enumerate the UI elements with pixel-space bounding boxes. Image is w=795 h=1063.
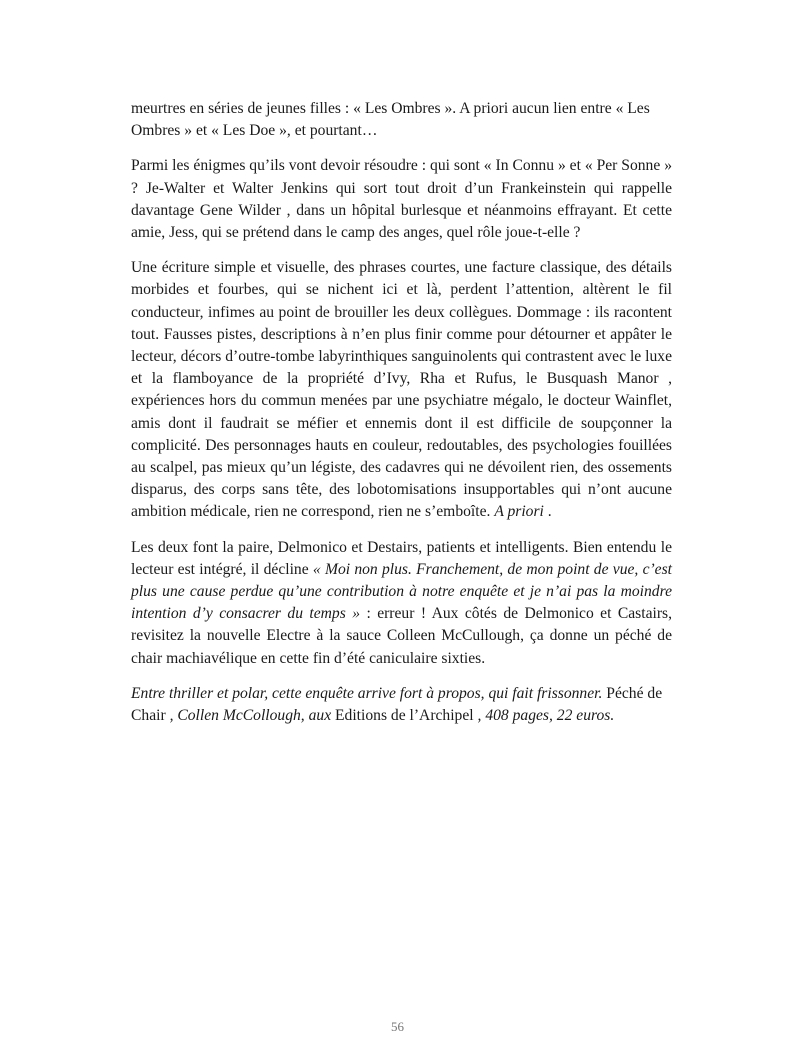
paragraph-3-italic: A priori — [494, 503, 544, 521]
paragraph-5-book-title: Péché de Chair — [131, 684, 663, 725]
paragraph-4 — [131, 537, 672, 670]
paragraph-2 — [131, 155, 672, 244]
paragraph-3-text: Une écriture simple et visuelle, des phrases courtes, une facture classique, des détails morbides et fourbes, qui se nichent ici et là, perdent l’attention, altèrent le fil conducteur, infimes au point de brouiller les deux collègues. Dommage : ils racontent tout. Fausses pistes, descriptions à n’en plus finir comme pour détourner et appâter le lecteur, décors d’outre-tombe labyrinthiques sanguinolents qui contrastent avec le luxe et la flamboyance de la propriété d’Ivy, Rha et Rufus, le Busquash Manor , expériences hors du commun menées par une psychiatre mégalo, le docteur Wainflet, amis dont il faudrait se méfier et ennemis dont il est difficile de soupçonner la complicité. Des personnages hauts en couleur, redoutables, des psychologies fouillées au scalpel, pas mieux qu’un légiste, des cadavres qui ne dévoilent rien, des ossements disparus, des corps sans tête, des lobotomisations insupportables qui n’ont aucune ambition médicale, rien ne correspond, rien ne s’emboîte. — [131, 259, 672, 521]
paragraph-5-publisher: Editions de l’Archipel — [335, 707, 474, 725]
paragraph-4-end: : erreur ! Aux côtés de Delmonico et Castairs, revisitez la nouvelle Electre à la sauce Colleen McCullough, ça donne un péché de chair machiavélique en cette fin d’été caniculaire sixties. — [131, 605, 672, 667]
paragraph-2-text: Parmi les énigmes qu’ils vont devoir résoudre : qui sont « In Connu » et « Per Sonne » ? Je-Walter et Walter Jenkins qui sort tout droit d’un Frankeinstein qui rappelle davantage Gene Wilder , dans un hôpital burlesque et néanmoins effrayant. Et cette amie, Jess, qui se prétend dans le camp des anges, quel rôle joue-t-elle ? — [131, 157, 672, 242]
paragraph-1-text: meurtres en séries de jeunes filles : « Les Ombres ». A priori aucun lien entre « Les Ombres » et « Les Doe », et pourtant… — [131, 100, 650, 140]
paragraph-5 — [131, 683, 672, 727]
paragraph-5-italic-2: , Collen McCollough, aux — [169, 707, 332, 725]
paragraph-3 — [131, 257, 672, 523]
paragraph-4-start: Les deux font la paire, Delmonico et Destairs, patients et intelligents. Bien entendu le lecteur est intégré, il décline — [131, 538, 672, 578]
document-body — [131, 98, 672, 740]
page-number: 56 — [391, 1019, 404, 1034]
paragraph-1 — [131, 98, 672, 142]
paragraph-5-italic-3: , 408 pages, 22 euros. — [477, 707, 615, 725]
paragraph-3-end: . — [547, 503, 552, 521]
paragraph-4-quote: « Moi non plus. Franchement, de mon point de vue, c’est plus une cause perdue qu’une contribution à notre enquête et je n’ai pas la moindre intention d’y consacrer du temps » — [131, 560, 673, 623]
paragraph-5-italic-1: Entre thriller et polar, cette enquête arrive fort à propos, qui fait frissonner. — [131, 684, 603, 702]
